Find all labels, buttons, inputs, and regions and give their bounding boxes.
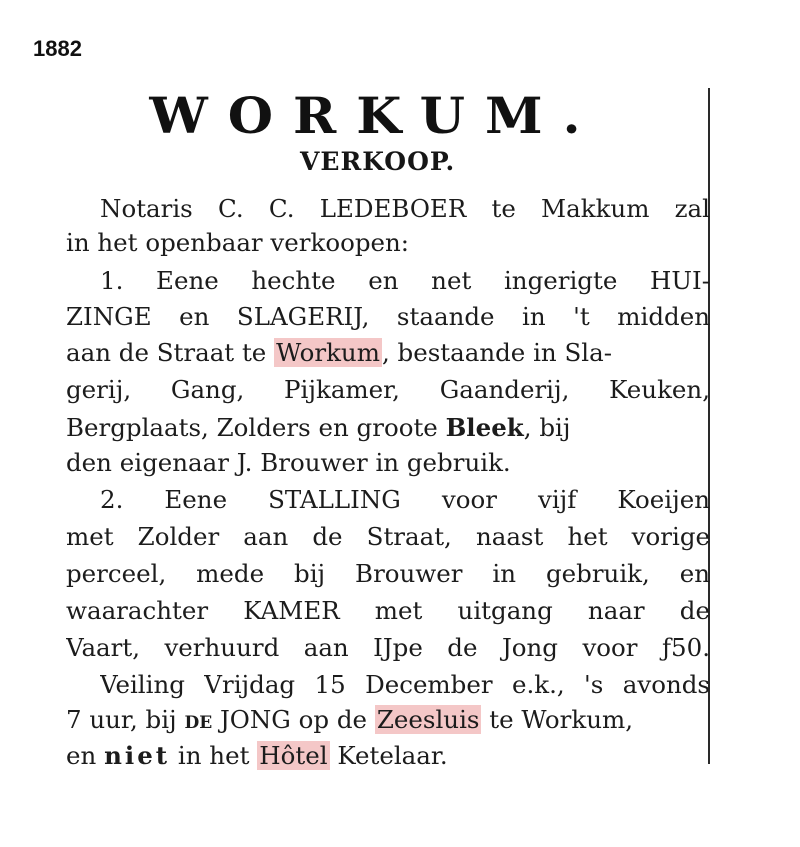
highlighted-word: Hôtel: [259, 741, 328, 770]
text-line: 1. Eene hechte en net ingerigte HUI-: [100, 266, 710, 295]
text-line: perceel, mede bij Brouwer in gebruik, en: [66, 559, 710, 588]
text-line: en niet in het Hôtel Ketelaar.: [66, 741, 448, 770]
highlighted-word: Zeesluis: [376, 705, 480, 734]
text-line: aan de Straat te Workum, bestaande in Sla-: [66, 338, 612, 367]
text-line: Veiling Vrijdag 15 December e.k., 's avonds: [100, 670, 710, 699]
smallcaps-word: de: [184, 705, 213, 734]
text-line: Bergplaats, Zolders en groote Bleek, bij: [66, 413, 571, 442]
bold-word: Bleek: [445, 413, 524, 442]
text-line: waarachter KAMER met uitgang naar de: [66, 596, 710, 625]
text-line: gerij, Gang, Pijkamer, Gaanderij, Keuken,: [66, 375, 710, 404]
highlighted-word: Workum: [276, 338, 380, 367]
text-line: 2. Eene STALLING voor vijf Koeijen: [100, 485, 710, 514]
subheading: VERKOOP.: [300, 147, 456, 176]
text-line: met Zolder aan de Straat, naast het vorige: [66, 522, 710, 551]
headline: WORKUM.: [149, 87, 601, 146]
spaced-word: niet: [104, 741, 171, 770]
text-line: Vaart, verhuurd aan IJpe de Jong voor ƒ50.: [66, 633, 710, 662]
year-label: 1882: [33, 36, 82, 61]
text-line: Notaris C. C. LEDEBOER te Makkum zal: [100, 194, 710, 223]
text-line: 7 uur, bij de JONG op de Zeesluis te Workum,: [66, 705, 634, 734]
text-line: den eigenaar J. Brouwer in gebruik.: [66, 448, 511, 477]
text-line: ZINGE en SLAGERIJ, staande in 't midden: [66, 302, 710, 331]
text-line: in het openbaar verkoopen:: [66, 228, 410, 257]
